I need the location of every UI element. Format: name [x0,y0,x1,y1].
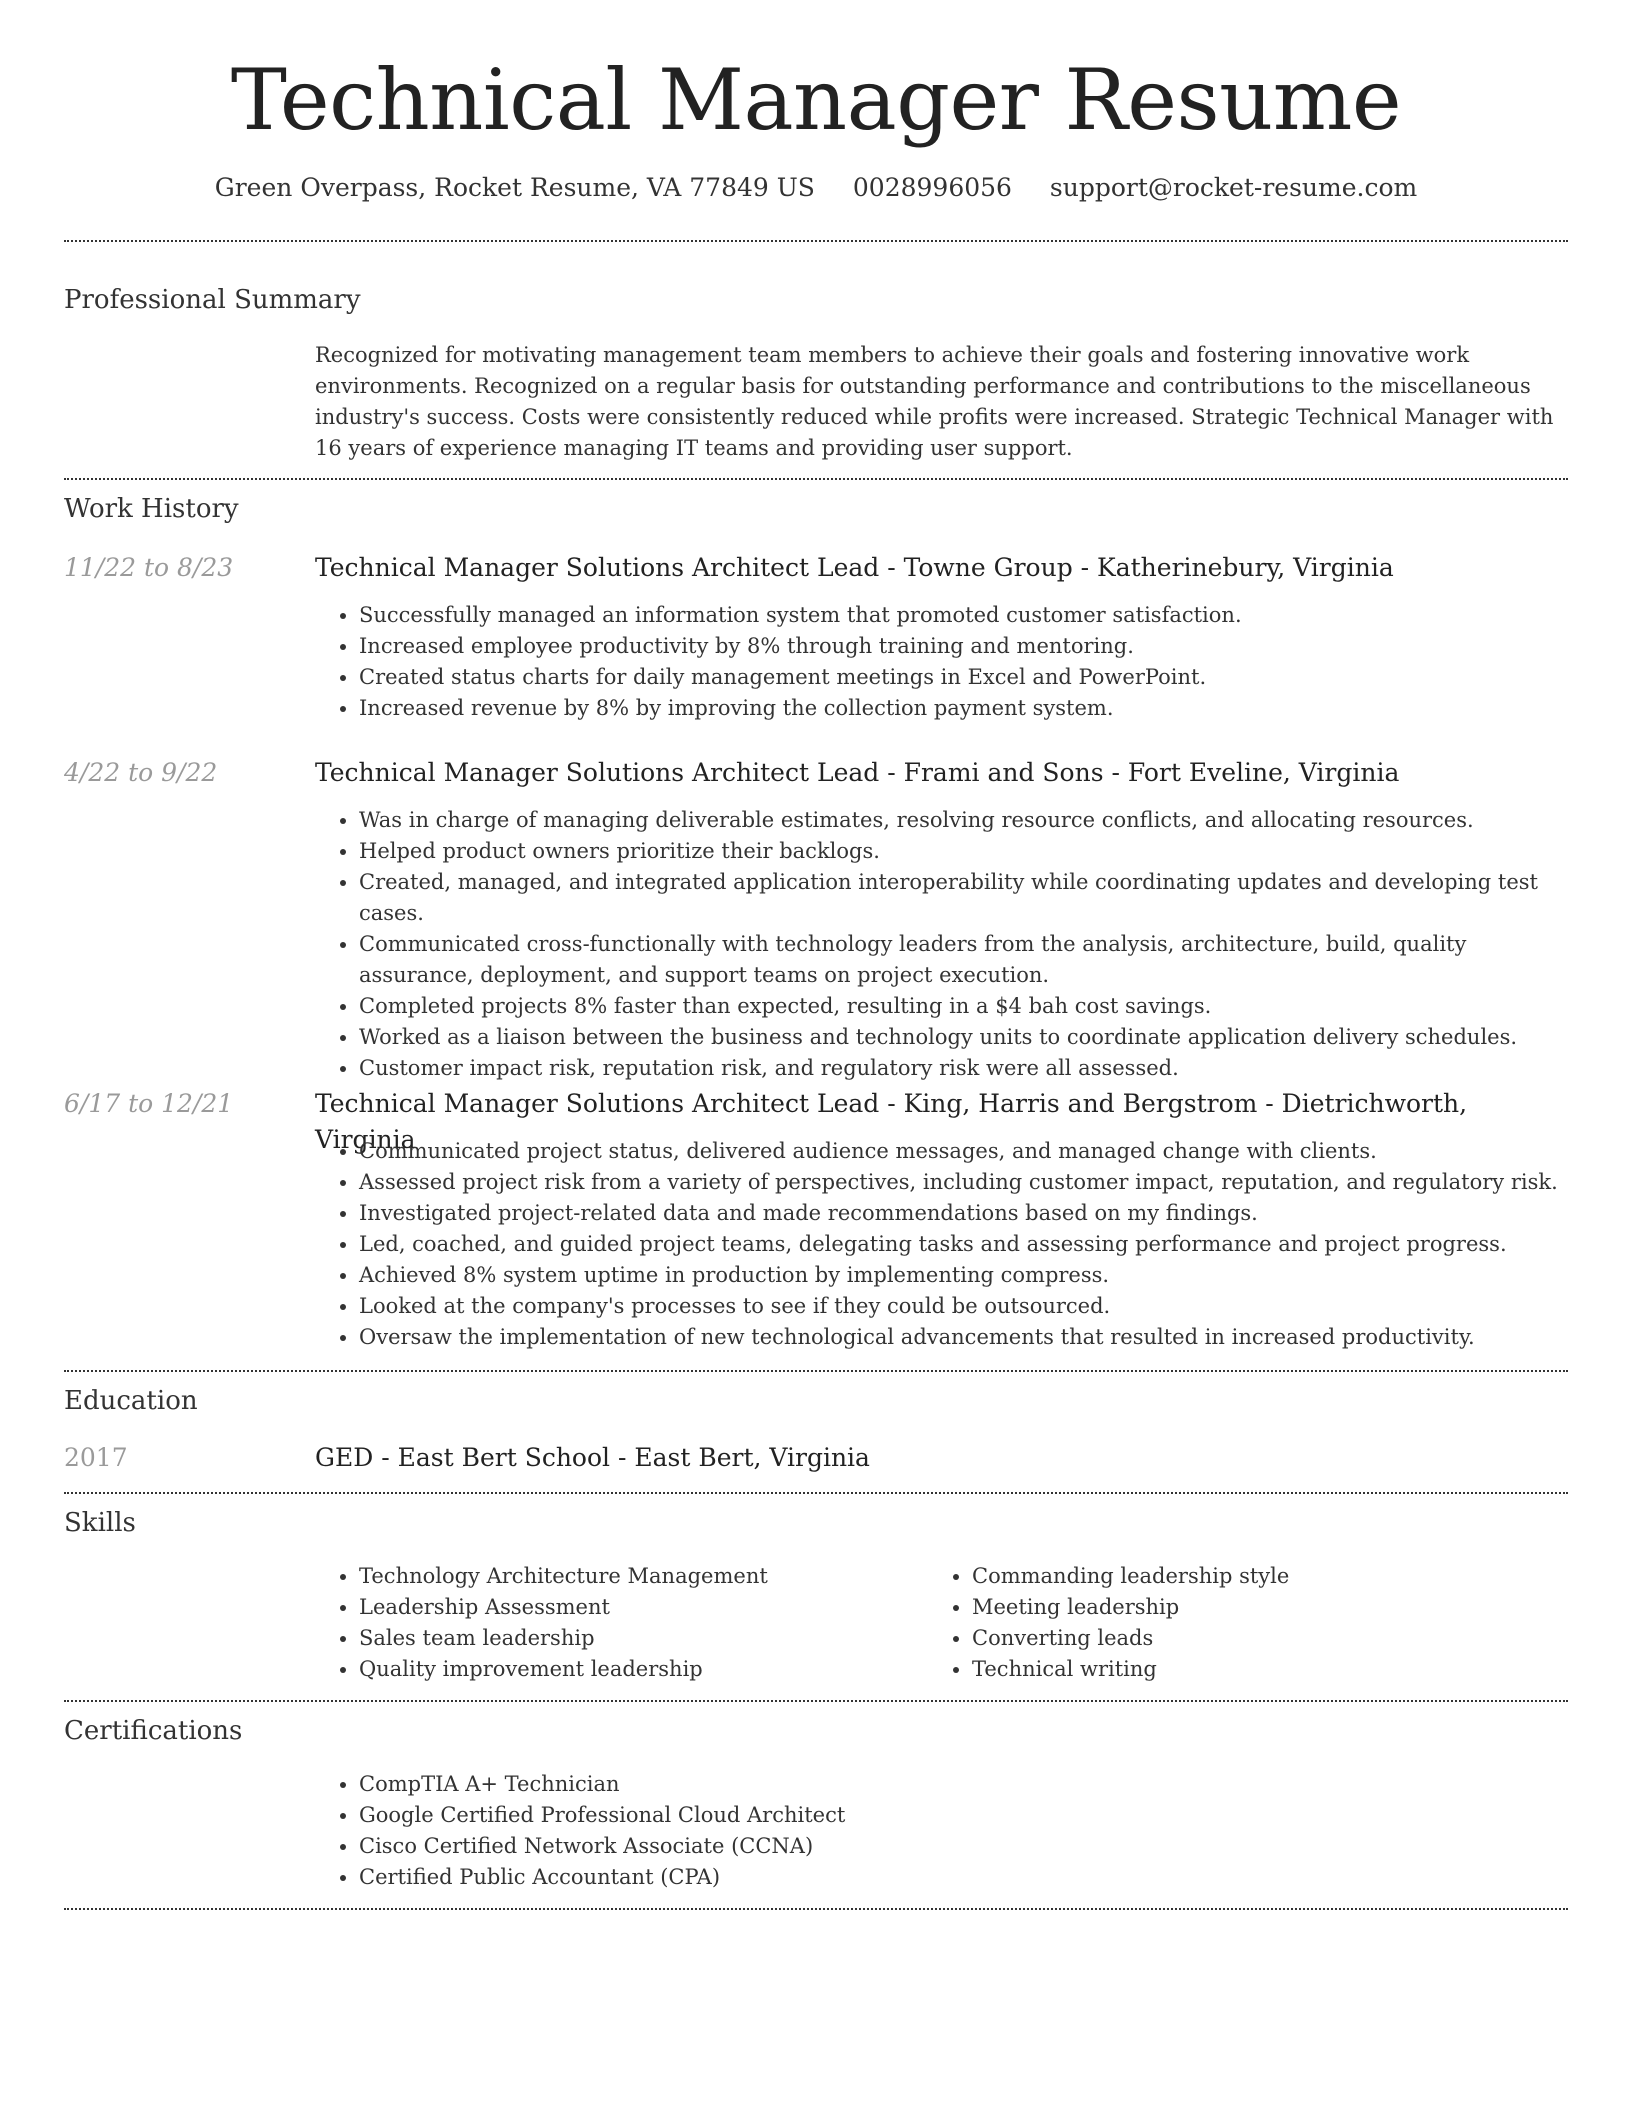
list-item: • Helped product owners prioritize their backlogs. [359,836,1568,867]
job-title: Technical Manager Solutions Architect Lead - Frami and Sons - Fort Eveline, Virginia [315,758,1400,787]
list-item: • Was in charge of managing deliverable estimates, resolving resource conflicts, and allocating resources. [359,805,1568,836]
job-dates: 6/17 to 12/21 [64,1089,234,1118]
job-bullets [315,805,1568,1084]
list-item: • Customer impact risk, reputation risk, and regulatory risk were all assessed. [359,1053,1568,1084]
skill-item: • Sales team leadership [359,1623,929,1654]
skill-item: • Converting leads [972,1623,1572,1654]
skill-item: • Leadership Assessment [359,1592,929,1623]
job-bullets [315,1136,1568,1353]
list-item: • Increased employee productivity by 8% through training and mentoring. [359,631,1568,662]
divider [64,240,1568,242]
skills-list-left [315,1561,929,1685]
education-entry: GED - East Bert School - East Bert, Virginia [315,1443,870,1472]
skills-list-right [928,1561,1572,1685]
summary-text: Recognized for motivating management team members to achieve their goals and fostering innovative work environments. Recognized on a regular basis for outstanding performance and contributions to the miscellaneous industry's success. Costs were consistently reduced while profits were increased. Strategic Technical Manager with 16 years of experience managing IT teams and providing user support. [315,343,1554,460]
list-item: • Looked at the company's processes to see if they could be outsourced. [359,1291,1568,1322]
skill-item: • Quality improvement leadership [359,1654,929,1685]
certification-item: • Certified Public Accountant (CPA) [359,1862,1568,1893]
list-item: • Successfully managed an information system that promoted customer satisfaction. [359,600,1568,631]
list-item: • Communicated cross-functionally with technology leaders from the analysis, architecture, build, quality assurance, deployment, and support teams on project execution. [359,929,1568,991]
list-item: • Communicated project status, delivered audience messages, and managed change with clients. [359,1136,1568,1167]
divider [64,478,1568,480]
certification-item: • Google Certified Professional Cloud Architect [359,1800,1568,1831]
job-dates: 4/22 to 9/22 [64,758,218,787]
list-item: • Led, coached, and guided project teams, delegating tasks and assessing performance and project progress. [359,1229,1568,1260]
contact-address: Green Overpass, Rocket Resume, VA 77849 US [214,173,815,202]
list-item: • Created status charts for daily management meetings in Excel and PowerPoint. [359,662,1568,693]
list-item: • Assessed project risk from a variety of perspectives, including customer impact, reputation, and regulatory risk. [359,1167,1568,1198]
contact-line [0,170,1632,206]
list-item: • Created, managed, and integrated application interoperability while coordinating updates and developing test cases. [359,867,1568,929]
divider [64,1908,1568,1910]
job-dates: 11/22 to 8/23 [64,553,234,582]
section-heading-summary: Professional Summary [64,285,361,315]
list-item: • Investigated project-related data and made recommendations based on my findings. [359,1198,1568,1229]
job-bullets [315,600,1568,724]
contact-email: support@rocket-resume.com [1049,173,1418,202]
section-heading-skills: Skills [64,1508,136,1538]
skill-item: • Commanding leadership style [972,1561,1572,1592]
section-heading-education: Education [64,1386,198,1416]
section-heading-work-history: Work History [64,494,239,524]
divider [64,1370,1568,1372]
divider [64,1700,1568,1702]
education-year: 2017 [64,1443,128,1472]
certification-item: • Cisco Certified Network Associate (CCNA) [359,1831,1568,1862]
divider [64,1492,1568,1494]
list-item: • Worked as a liaison between the business and technology units to coordinate application delivery schedules. [359,1022,1568,1053]
section-heading-certifications: Certifications [64,1716,243,1746]
skill-item: • Technical writing [972,1654,1572,1685]
list-item: • Oversaw the implementation of new technological advancements that resulted in increased productivity. [359,1322,1568,1353]
contact-phone: 0028996056 [852,173,1012,202]
job-title: Technical Manager Solutions Architect Lead - Towne Group - Katherinebury, Virginia [315,553,1394,582]
skill-item: • Meeting leadership [972,1592,1572,1623]
list-item: • Increased revenue by 8% by improving the collection payment system. [359,693,1568,724]
skill-item: • Technology Architecture Management [359,1561,929,1592]
certification-item: • CompTIA A+ Technician [359,1769,1568,1800]
resume-title: Technical Manager Resume [230,51,1402,149]
list-item: • Achieved 8% system uptime in production by implementing compress. [359,1260,1568,1291]
job-title: Technical Manager Solutions Architect Lead - King, Harris and Bergstrom - Dietrichworth, Virginia [315,1089,1468,1154]
list-item: • Completed projects 8% faster than expected, resulting in a $4 bah cost savings. [359,991,1568,1022]
certifications-list [315,1769,1568,1893]
